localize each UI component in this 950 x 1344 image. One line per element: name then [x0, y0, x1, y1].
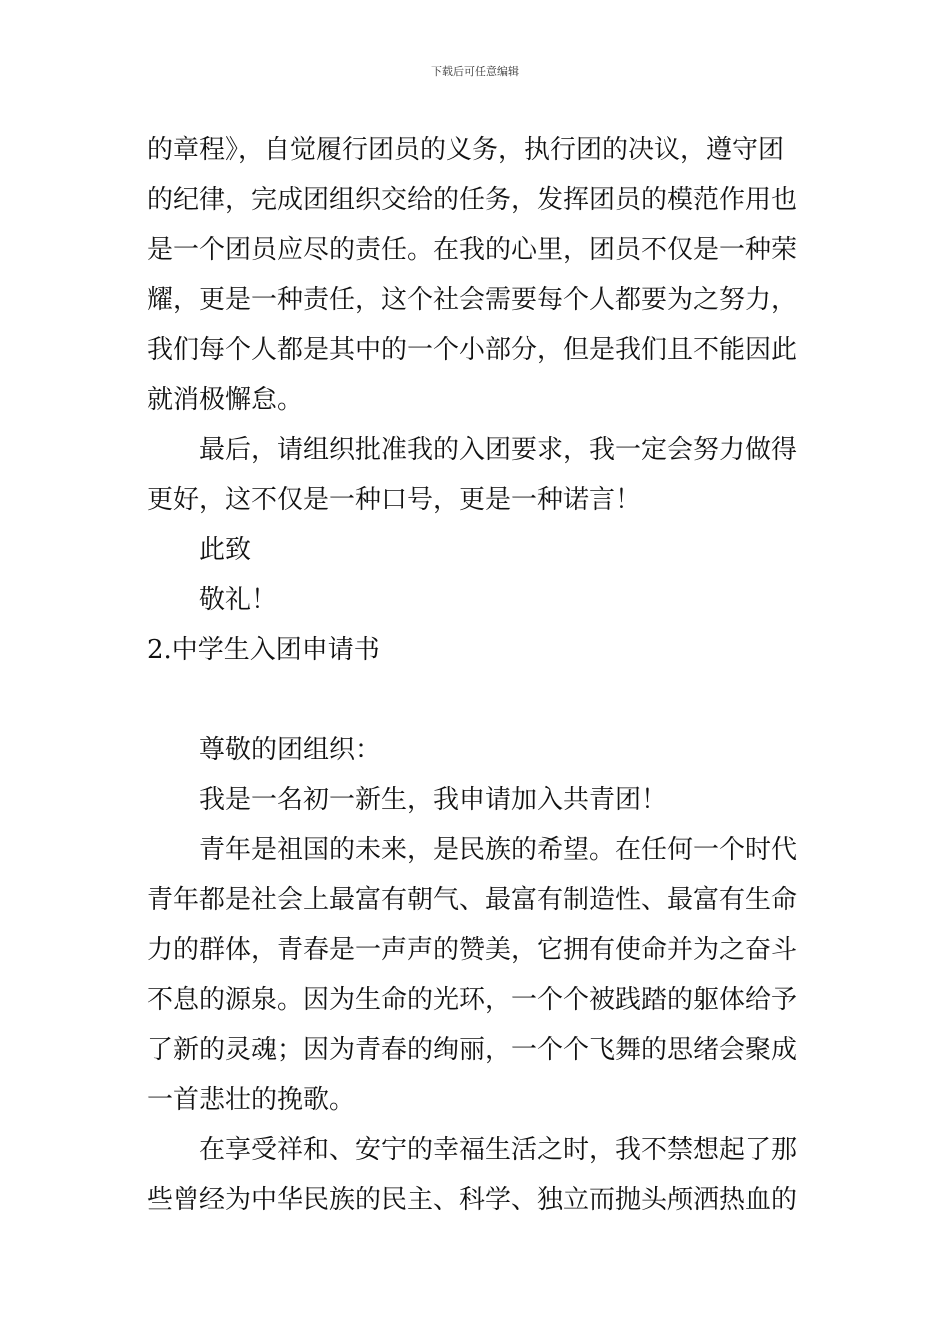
closing-regards: 敬礼！ — [199, 585, 278, 615]
closing-salutation: 此致 — [199, 535, 252, 565]
text-line: 最后，请组织批准我的入团要求，我一定会努力做得 — [199, 435, 798, 465]
text-line: 了新的灵魂；因为青春的绚丽，一个个飞舞的思绪会聚成 — [147, 1035, 798, 1065]
text-line: 青年都是社会上最富有朝气、最富有制造性、最富有生命 — [147, 885, 798, 915]
text-line: 在享受祥和、安宁的幸福生活之时，我不禁想起了那 — [199, 1135, 798, 1165]
text-line: 我是一名初一新生，我申请加入共青团！ — [199, 785, 668, 815]
section-heading: 2.中学生入团申请书 — [147, 635, 380, 665]
text-line: 就消极懈怠。 — [147, 385, 304, 415]
spacer — [147, 675, 807, 725]
text-line: 是一个团员应尽的责任。在我的心里，团员不仅是一种荣 — [147, 235, 798, 265]
text-line: 的纪律，完成团组织交给的任务，发挥团员的模范作用也 — [147, 185, 798, 215]
text-line: 的章程》，自觉履行团员的义务，执行团的决议，遵守团 — [147, 135, 785, 165]
text-line: 我们每个人都是其中的一个小部分，但是我们且不能因此 — [147, 335, 798, 365]
text-line: 青年是祖国的未来，是民族的希望。在任何一个时代 — [199, 835, 798, 865]
text-line: 耀，更是一种责任，这个社会需要每个人都要为之努力， — [147, 285, 798, 315]
document-body — [147, 125, 807, 1225]
text-line: 一首悲壮的挽歌。 — [147, 1085, 356, 1115]
text-line: 力的群体，青春是一声声的赞美，它拥有使命并为之奋斗 — [147, 935, 798, 965]
text-line: 些曾经为中华民族的民主、科学、独立而抛头颅洒热血的 — [147, 1185, 798, 1215]
greeting: 尊敬的团组织： — [199, 735, 382, 765]
text-line: 更好，这不仅是一种口号，更是一种诺言！ — [147, 485, 642, 515]
text-line: 不息的源泉。因为生命的光环，一个个被践踏的躯体给予 — [147, 985, 798, 1015]
page-header-note: 下载后可任意编辑 — [431, 65, 519, 78]
